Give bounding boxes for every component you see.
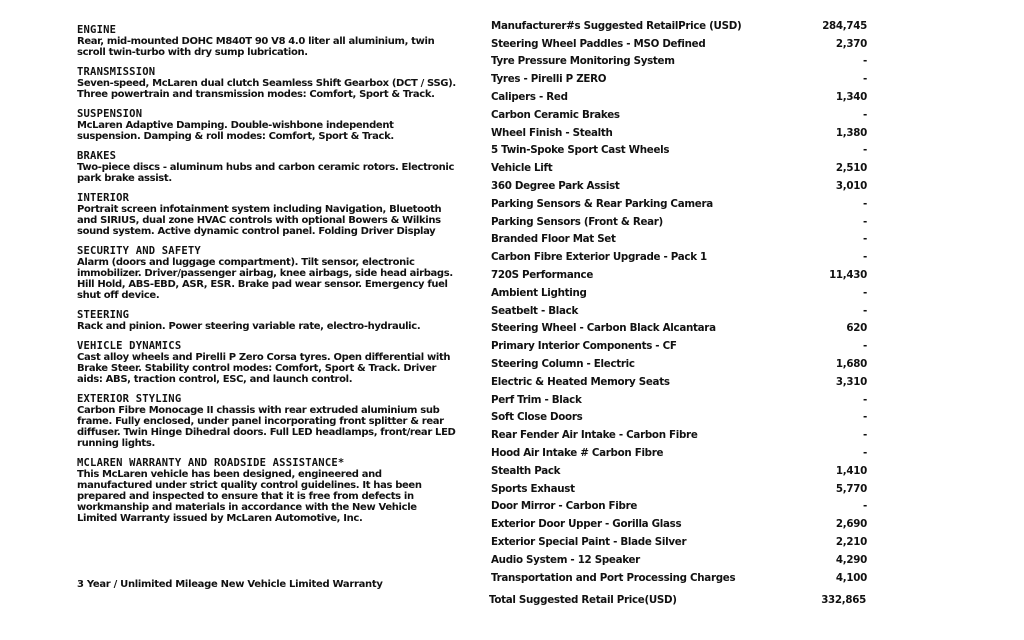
price-row bbox=[491, 106, 867, 124]
price-row bbox=[491, 480, 867, 498]
spec-title: VEHICLE DYNAMICS bbox=[77, 340, 182, 352]
option-label: Vehicle Lift bbox=[491, 162, 553, 175]
spec-title: SUSPENSION bbox=[77, 108, 143, 120]
option-label: Steering Wheel Paddles - MSO Defined bbox=[491, 37, 706, 50]
price-row bbox=[491, 284, 867, 302]
option-label: Audio System - 12 Speaker bbox=[491, 553, 640, 566]
option-label: Calipers - Red bbox=[491, 91, 568, 104]
option-price: 2,690 bbox=[835, 518, 867, 531]
option-price: 4,290 bbox=[835, 553, 867, 566]
option-label: Exterior Door Upper - Gorilla Glass bbox=[491, 518, 682, 531]
total-price-row bbox=[489, 594, 866, 606]
option-label: Branded Floor Mat Set bbox=[491, 233, 616, 246]
option-price: - bbox=[863, 108, 867, 121]
option-price: - bbox=[863, 233, 867, 246]
option-label: Seatbelt - Black bbox=[491, 304, 578, 317]
option-label: Sports Exhaust bbox=[491, 482, 575, 495]
specifications-column bbox=[77, 25, 457, 533]
option-label: Ambient Lighting bbox=[491, 286, 587, 299]
price-row bbox=[491, 498, 867, 516]
price-row bbox=[491, 569, 867, 587]
total-label: Total Suggested Retail Price(USD) bbox=[489, 594, 677, 606]
price-row bbox=[491, 159, 867, 177]
option-label: Parking Sensors & Rear Parking Camera bbox=[491, 197, 713, 210]
spec-title: ENGINE bbox=[77, 24, 117, 36]
price-row bbox=[491, 142, 867, 160]
spec-body: Cast alloy wheels and Pirelli P Zero Corsa tyres. Open differential with Brake Steer. Stability control modes: Comfort, Sport & Track. Driver aids: ABS, traction control, ESC, and launch control. bbox=[77, 352, 451, 385]
price-row bbox=[491, 124, 867, 142]
spec-section-brakes bbox=[77, 151, 457, 184]
spec-title: SECURITY AND SAFETY bbox=[77, 245, 201, 257]
option-label: Steering Wheel - Carbon Black Alcantara bbox=[491, 322, 716, 335]
price-row bbox=[491, 177, 867, 195]
spec-body: McLaren Adaptive Damping. Double-wishbone independent suspension. Damping & roll modes: Comfort, Sport & Track. bbox=[77, 120, 394, 142]
option-price: - bbox=[863, 73, 867, 86]
option-label: Steering Column - Electric bbox=[491, 358, 635, 371]
option-price: - bbox=[863, 144, 867, 157]
price-row bbox=[491, 551, 867, 569]
option-price: - bbox=[863, 55, 867, 68]
price-row bbox=[491, 213, 867, 231]
option-label: Hood Air Intake # Carbon Fibre bbox=[491, 447, 664, 460]
price-row bbox=[491, 337, 867, 355]
price-row bbox=[491, 533, 867, 551]
price-row bbox=[491, 17, 867, 35]
option-label: Door Mirror - Carbon Fibre bbox=[491, 500, 638, 513]
price-row bbox=[491, 266, 867, 284]
price-row bbox=[491, 444, 867, 462]
option-label: Tyre Pressure Monitoring System bbox=[491, 55, 675, 68]
spec-section-vehicle-dynamics bbox=[77, 341, 457, 385]
option-label: Stealth Pack bbox=[491, 464, 561, 477]
option-price: 5,770 bbox=[835, 482, 867, 495]
option-label: Soft Close Doors bbox=[491, 411, 583, 424]
option-label: Perf Trim - Black bbox=[491, 393, 582, 406]
total-price: 332,865 bbox=[821, 594, 866, 606]
spec-section-warranty bbox=[77, 458, 457, 524]
option-price: 1,340 bbox=[835, 91, 867, 104]
option-label: Electric & Heated Memory Seats bbox=[491, 375, 670, 388]
option-label: Manufacturer#s Suggested RetailPrice (USD) bbox=[491, 19, 742, 32]
spec-title: BRAKES bbox=[77, 150, 117, 162]
price-row bbox=[491, 373, 867, 391]
spec-body: Alarm (doors and luggage compartment). Tilt sensor, electronic immobilizer. Driver/passenger airbag, knee airbags, side head airbags. Hill Hold, ABS-EBD, ASR, ESR. Brake pad wear sensor. Emergency fuel shut off device. bbox=[77, 257, 453, 301]
price-row bbox=[491, 70, 867, 88]
option-label: 5 Twin-Spoke Sport Cast Wheels bbox=[491, 144, 670, 157]
option-label: 360 Degree Park Assist bbox=[491, 180, 620, 193]
spec-title: TRANSMISSION bbox=[77, 66, 156, 78]
option-price: - bbox=[863, 393, 867, 406]
option-label: Transportation and Port Processing Charges bbox=[491, 571, 736, 584]
spec-section-engine bbox=[77, 25, 457, 58]
spec-body: Two-piece discs - aluminum hubs and carbon ceramic rotors. Electronic park brake assist. bbox=[77, 162, 455, 184]
option-price: - bbox=[863, 286, 867, 299]
option-price: 1,380 bbox=[835, 126, 867, 139]
option-price: 2,210 bbox=[835, 536, 867, 548]
option-label: Wheel Finish - Stealth bbox=[491, 126, 613, 139]
option-price: 3,310 bbox=[835, 375, 867, 388]
warranty-term: 3 Year / Unlimited Mileage New Vehicle Limited Warranty bbox=[77, 579, 383, 590]
price-row bbox=[491, 515, 867, 533]
spec-section-interior bbox=[77, 193, 457, 237]
option-price: - bbox=[863, 340, 867, 353]
option-label: 720S Performance bbox=[491, 269, 594, 282]
option-price: - bbox=[863, 215, 867, 228]
option-label: Rear Fender Air Intake - Carbon Fibre bbox=[491, 429, 698, 442]
spec-title: STEERING bbox=[77, 309, 130, 321]
option-price: - bbox=[863, 429, 867, 442]
price-row bbox=[491, 231, 867, 249]
price-row bbox=[491, 248, 867, 266]
spec-body: This McLaren vehicle has been designed, engineered and manufactured under strict quality control guidelines. It has been prepared and inspected to ensure that it is free from defects in workmanship and materials in accordance with the New Vehicle Limited Warranty issued by McLaren Automotive, Inc. bbox=[77, 469, 422, 524]
option-price: 2,510 bbox=[835, 162, 867, 175]
spec-section-exterior-styling bbox=[77, 394, 457, 449]
spec-title: EXTERIOR STYLING bbox=[77, 393, 182, 405]
price-row bbox=[491, 195, 867, 213]
option-price: - bbox=[863, 447, 867, 460]
spec-body: Rack and pinion. Power steering variable rate, electro-hydraulic. bbox=[77, 321, 421, 332]
option-price: - bbox=[863, 304, 867, 317]
spec-title: MCLAREN WARRANTY AND ROADSIDE ASSISTANCE* bbox=[77, 457, 345, 469]
price-row bbox=[491, 462, 867, 480]
option-label: Carbon Fibre Exterior Upgrade - Pack 1 bbox=[491, 251, 707, 264]
option-label: Exterior Special Paint - Blade Silver bbox=[491, 536, 687, 548]
option-label: Tyres - Pirelli P ZERO bbox=[491, 73, 607, 86]
option-label: Parking Sensors (Front & Rear) bbox=[491, 215, 663, 228]
option-price: 11,430 bbox=[829, 269, 867, 282]
price-list bbox=[491, 17, 867, 587]
price-row bbox=[491, 35, 867, 53]
price-row bbox=[491, 320, 867, 338]
option-price: 1,410 bbox=[835, 464, 867, 477]
spec-body: Portrait screen infotainment system including Navigation, Bluetooth and SIRIUS, dual zone HVAC controls with optional Bowers & Wilkins sound system. Active dynamic control panel. Folding Driver Display bbox=[77, 204, 442, 237]
option-price: 2,370 bbox=[835, 37, 867, 50]
price-row bbox=[491, 302, 867, 320]
spec-section-transmission bbox=[77, 67, 457, 100]
spec-section-suspension bbox=[77, 109, 457, 142]
spec-body: Rear, mid-mounted DOHC M840T 90 V8 4.0 liter all aluminium, twin scroll twin-turbo with dry sump lubrication. bbox=[77, 36, 435, 58]
price-row bbox=[491, 391, 867, 409]
option-price: 620 bbox=[846, 322, 867, 335]
price-row bbox=[491, 355, 867, 373]
option-price: 3,010 bbox=[835, 180, 867, 193]
price-row bbox=[491, 53, 867, 71]
price-row bbox=[491, 88, 867, 106]
spec-section-steering bbox=[77, 310, 457, 332]
spec-body: Carbon Fibre Monocage II chassis with rear extruded aluminium sub frame. Fully enclosed, under panel incorporating front splitter & rear diffuser. Twin Hinge Dihedral doors. Full LED headlamps, front/rear LED running lights. bbox=[77, 405, 456, 449]
option-label: Carbon Ceramic Brakes bbox=[491, 108, 620, 121]
option-price: 4,100 bbox=[835, 571, 867, 584]
option-price: - bbox=[863, 500, 867, 513]
price-row bbox=[491, 426, 867, 444]
spec-section-security bbox=[77, 246, 457, 301]
option-label: Primary Interior Components - CF bbox=[491, 340, 677, 353]
spec-body: Seven-speed, McLaren dual clutch Seamless Shift Gearbox (DCT / SSG). Three powertrain and transmission modes: Comfort, Sport & Track. bbox=[77, 78, 456, 100]
option-price: - bbox=[863, 251, 867, 264]
spec-title: INTERIOR bbox=[77, 192, 130, 204]
price-row bbox=[491, 409, 867, 427]
option-price: 1,680 bbox=[835, 358, 867, 371]
option-price: 284,745 bbox=[822, 19, 867, 32]
option-price: - bbox=[863, 197, 867, 210]
option-price: - bbox=[863, 411, 867, 424]
